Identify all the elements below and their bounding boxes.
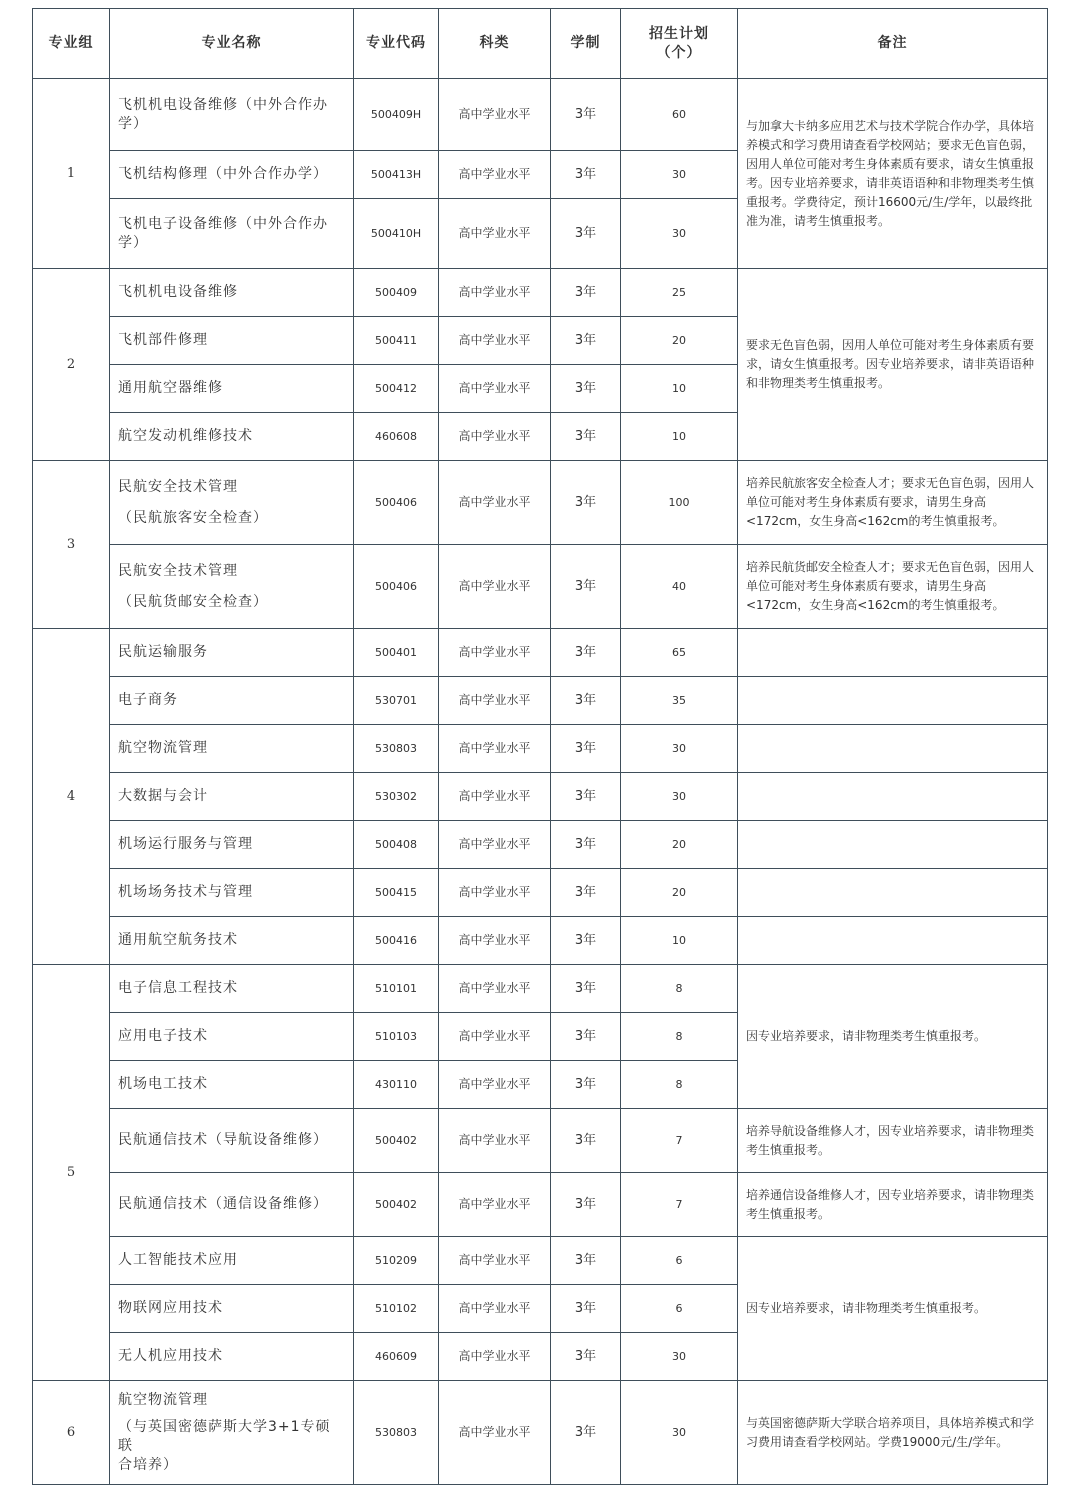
category: 高中学业水平 <box>439 773 551 821</box>
category: 高中学业水平 <box>439 1381 551 1485</box>
duration: 3年 <box>551 1333 621 1381</box>
major-name: 物联网应用技术 <box>110 1285 354 1333</box>
major-name: 民航安全技术管理 （民航旅客安全检查） <box>110 461 354 545</box>
table-row <box>33 461 1048 545</box>
plan: 65 <box>621 629 738 677</box>
duration: 3年 <box>551 629 621 677</box>
table-row <box>33 1237 1048 1285</box>
note-empty <box>738 869 1048 917</box>
category: 高中学业水平 <box>439 545 551 629</box>
major-name: 航空物流管理 （与英国密德萨斯大学3+1专硕联 合培养） <box>110 1381 354 1485</box>
plan: 20 <box>621 821 738 869</box>
plan: 30 <box>621 773 738 821</box>
note: 培养通信设备维修人才，因专业培养要求，请非物理类考生慎重报考。 <box>738 1173 1048 1237</box>
category: 高中学业水平 <box>439 629 551 677</box>
duration: 3年 <box>551 545 621 629</box>
group-cell: 5 <box>33 965 110 1381</box>
category: 高中学业水平 <box>439 199 551 269</box>
major-name: 电子信息工程技术 <box>110 965 354 1013</box>
group-cell: 2 <box>33 269 110 461</box>
note: 因专业培养要求，请非物理类考生慎重报考。 <box>738 1237 1048 1381</box>
category: 高中学业水平 <box>439 917 551 965</box>
duration: 3年 <box>551 1013 621 1061</box>
group-cell: 3 <box>33 461 110 629</box>
major-code: 460609 <box>354 1333 439 1381</box>
major-name: 航空物流管理 <box>110 725 354 773</box>
category: 高中学业水平 <box>439 1333 551 1381</box>
table-row <box>33 773 1048 821</box>
header-notes: 备注 <box>738 9 1048 79</box>
category: 高中学业水平 <box>439 821 551 869</box>
category: 高中学业水平 <box>439 1061 551 1109</box>
plan: 10 <box>621 413 738 461</box>
note-empty <box>738 917 1048 965</box>
duration: 3年 <box>551 1173 621 1237</box>
category: 高中学业水平 <box>439 965 551 1013</box>
plan: 20 <box>621 317 738 365</box>
header-category: 科类 <box>439 9 551 79</box>
note-empty <box>738 725 1048 773</box>
major-code: 530803 <box>354 725 439 773</box>
table-row <box>33 677 1048 725</box>
category: 高中学业水平 <box>439 1285 551 1333</box>
duration: 3年 <box>551 1285 621 1333</box>
note: 与加拿大卡纳多应用艺术与技术学院合作办学，具体培养模式和学习费用请查看学校网站；要求无色盲色弱，因用人单位可能对考生身体素质有要求，请女生慎重报考。因专业培养要求，请非英语语种和非物理类考生慎重报考。学费待定，预计16600元/生/学年，以最终批准为准，请考生慎重报考。 <box>738 79 1048 269</box>
header-plan-label: 招生计划 <box>649 25 709 42</box>
major-code: 510102 <box>354 1285 439 1333</box>
duration: 3年 <box>551 1109 621 1173</box>
duration: 3年 <box>551 917 621 965</box>
duration: 3年 <box>551 1381 621 1485</box>
plan: 100 <box>621 461 738 545</box>
note: 培养民航货邮安全检查人才；要求无色盲色弱，因用人单位可能对考生身体素质有要求，请男生身高<172cm，女生身高<162cm的考生慎重报考。 <box>738 545 1048 629</box>
table-row <box>33 725 1048 773</box>
category: 高中学业水平 <box>439 725 551 773</box>
note-empty <box>738 821 1048 869</box>
major-name: 电子商务 <box>110 677 354 725</box>
table-row <box>33 917 1048 965</box>
plan: 30 <box>621 199 738 269</box>
duration: 3年 <box>551 869 621 917</box>
plan: 8 <box>621 1061 738 1109</box>
duration: 3年 <box>551 1237 621 1285</box>
major-name: 通用航空器维修 <box>110 365 354 413</box>
major-name: 机场运行服务与管理 <box>110 821 354 869</box>
major-name: 人工智能技术应用 <box>110 1237 354 1285</box>
category: 高中学业水平 <box>439 151 551 199</box>
plan: 6 <box>621 1285 738 1333</box>
plan: 20 <box>621 869 738 917</box>
major-name: 飞机机电设备维修 <box>110 269 354 317</box>
major-name: 机场场务技术与管理 <box>110 869 354 917</box>
header-row <box>33 9 1048 79</box>
major-name: 民航通信技术（导航设备维修） <box>110 1109 354 1173</box>
major-code: 500406 <box>354 545 439 629</box>
group-cell: 4 <box>33 629 110 965</box>
note-empty <box>738 629 1048 677</box>
plan: 8 <box>621 1013 738 1061</box>
major-name: 机场电工技术 <box>110 1061 354 1109</box>
major-code: 500406 <box>354 461 439 545</box>
plan: 30 <box>621 151 738 199</box>
major-name: 民航通信技术（通信设备维修） <box>110 1173 354 1237</box>
major-code: 530302 <box>354 773 439 821</box>
plan: 30 <box>621 725 738 773</box>
note-empty <box>738 677 1048 725</box>
table-row <box>33 1173 1048 1237</box>
major-name: 通用航空航务技术 <box>110 917 354 965</box>
table-row <box>33 869 1048 917</box>
table-body <box>33 79 1048 1485</box>
major-code: 500401 <box>354 629 439 677</box>
plan: 6 <box>621 1237 738 1285</box>
major-code: 510101 <box>354 965 439 1013</box>
duration: 3年 <box>551 413 621 461</box>
header-plan <box>621 9 738 79</box>
major-code: 500402 <box>354 1173 439 1237</box>
category: 高中学业水平 <box>439 1173 551 1237</box>
table-row <box>33 1381 1048 1485</box>
major-name: 飞机结构修理（中外合作办学） <box>110 151 354 199</box>
plan: 10 <box>621 365 738 413</box>
duration: 3年 <box>551 269 621 317</box>
header-major-code: 专业代码 <box>354 9 439 79</box>
major-code: 510103 <box>354 1013 439 1061</box>
table-row <box>33 545 1048 629</box>
major-code: 500416 <box>354 917 439 965</box>
duration: 3年 <box>551 965 621 1013</box>
note: 培养导航设备维修人才，因专业培养要求，请非物理类考生慎重报考。 <box>738 1109 1048 1173</box>
header-duration: 学制 <box>551 9 621 79</box>
major-code: 530701 <box>354 677 439 725</box>
group-cell: 1 <box>33 79 110 269</box>
plan: 60 <box>621 79 738 151</box>
plan: 30 <box>621 1333 738 1381</box>
duration: 3年 <box>551 79 621 151</box>
major-name: 无人机应用技术 <box>110 1333 354 1381</box>
major-name: 民航安全技术管理 （民航货邮安全检查） <box>110 545 354 629</box>
major-code: 460608 <box>354 413 439 461</box>
plan: 10 <box>621 917 738 965</box>
duration: 3年 <box>551 317 621 365</box>
major-code: 500409H <box>354 79 439 151</box>
enrollment-table <box>32 8 1048 1485</box>
plan: 30 <box>621 1381 738 1485</box>
major-name: 大数据与会计 <box>110 773 354 821</box>
category: 高中学业水平 <box>439 365 551 413</box>
duration: 3年 <box>551 821 621 869</box>
duration: 3年 <box>551 461 621 545</box>
category: 高中学业水平 <box>439 461 551 545</box>
major-name: 航空发动机维修技术 <box>110 413 354 461</box>
major-code: 530803 <box>354 1381 439 1485</box>
plan: 7 <box>621 1109 738 1173</box>
major-code: 510209 <box>354 1237 439 1285</box>
major-code: 500408 <box>354 821 439 869</box>
major-name: 应用电子技术 <box>110 1013 354 1061</box>
note: 要求无色盲色弱，因用人单位可能对考生身体素质有要求，请女生慎重报考。因专业培养要求，请非英语语种和非物理类考生慎重报考。 <box>738 269 1048 461</box>
plan: 35 <box>621 677 738 725</box>
plan: 8 <box>621 965 738 1013</box>
duration: 3年 <box>551 677 621 725</box>
note: 培养民航旅客安全检查人才；要求无色盲色弱，因用人单位可能对考生身体素质有要求，请男生身高<172cm，女生身高<162cm的考生慎重报考。 <box>738 461 1048 545</box>
major-code: 500412 <box>354 365 439 413</box>
note-empty <box>738 773 1048 821</box>
plan: 40 <box>621 545 738 629</box>
category: 高中学业水平 <box>439 317 551 365</box>
major-name: 飞机电子设备维修（中外合作办 学） <box>110 199 354 269</box>
category: 高中学业水平 <box>439 79 551 151</box>
note: 与英国密德萨斯大学联合培养项目，具体培养模式和学习费用请查看学校网站。学费19000元/生/学年。 <box>738 1381 1048 1485</box>
header-group: 专业组 <box>33 9 110 79</box>
note: 因专业培养要求，请非物理类考生慎重报考。 <box>738 965 1048 1109</box>
duration: 3年 <box>551 151 621 199</box>
major-code: 500410H <box>354 199 439 269</box>
duration: 3年 <box>551 725 621 773</box>
table-row <box>33 965 1048 1013</box>
major-code: 430110 <box>354 1061 439 1109</box>
category: 高中学业水平 <box>439 1237 551 1285</box>
group-cell: 6 <box>33 1381 110 1485</box>
duration: 3年 <box>551 199 621 269</box>
major-code: 500413H <box>354 151 439 199</box>
category: 高中学业水平 <box>439 413 551 461</box>
major-code: 500409 <box>354 269 439 317</box>
duration: 3年 <box>551 773 621 821</box>
table-row <box>33 269 1048 317</box>
duration: 3年 <box>551 365 621 413</box>
category: 高中学业水平 <box>439 1109 551 1173</box>
plan: 25 <box>621 269 738 317</box>
major-name: 飞机部件修理 <box>110 317 354 365</box>
category: 高中学业水平 <box>439 869 551 917</box>
major-name: 民航运输服务 <box>110 629 354 677</box>
major-name: 飞机机电设备维修（中外合作办 学） <box>110 79 354 151</box>
plan: 7 <box>621 1173 738 1237</box>
category: 高中学业水平 <box>439 269 551 317</box>
table-row <box>33 1109 1048 1173</box>
major-code: 500415 <box>354 869 439 917</box>
table-row <box>33 821 1048 869</box>
major-code: 500402 <box>354 1109 439 1173</box>
category: 高中学业水平 <box>439 1013 551 1061</box>
header-plan-unit: （个） <box>656 44 702 61</box>
table-row <box>33 629 1048 677</box>
category: 高中学业水平 <box>439 677 551 725</box>
major-code: 500411 <box>354 317 439 365</box>
duration: 3年 <box>551 1061 621 1109</box>
header-major-name: 专业名称 <box>110 9 354 79</box>
table-row <box>33 79 1048 151</box>
